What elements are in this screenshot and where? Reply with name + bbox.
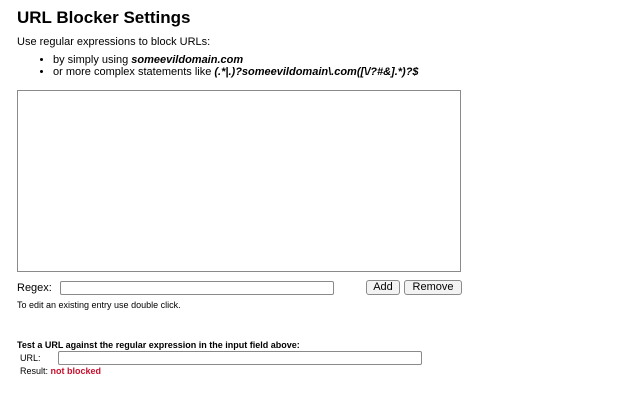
usage-example-pattern: someevildomain.com <box>131 54 244 66</box>
test-result <box>20 366 101 377</box>
usage-example-prefix: or more complex statements like <box>53 66 215 78</box>
edit-hint: To edit an existing entry use double click. <box>17 300 181 310</box>
usage-example-pattern: (.*|.)?someevildomain\.com([\/?#&].*)?$ <box>214 66 419 78</box>
page-title: URL Blocker Settings <box>17 8 191 27</box>
result-status: not blocked <box>50 366 102 376</box>
blocked-regex-list[interactable] <box>17 90 461 272</box>
regex-input[interactable] <box>60 281 334 295</box>
usage-example-complex <box>53 66 419 78</box>
add-button[interactable]: Add <box>366 280 400 295</box>
usage-examples-list <box>36 54 419 78</box>
result-label: Result: <box>20 366 49 376</box>
intro-text: Use regular expressions to block URLs: <box>17 36 211 48</box>
usage-example-simple <box>53 54 419 66</box>
test-url-input[interactable] <box>58 351 422 365</box>
test-url-heading: Test a URL against the regular expression in the input field above: <box>17 340 300 350</box>
regex-label: Regex: <box>17 282 52 294</box>
remove-button[interactable]: Remove <box>404 280 462 295</box>
usage-example-prefix: by simply using <box>53 54 132 66</box>
url-label: URL: <box>20 353 41 363</box>
